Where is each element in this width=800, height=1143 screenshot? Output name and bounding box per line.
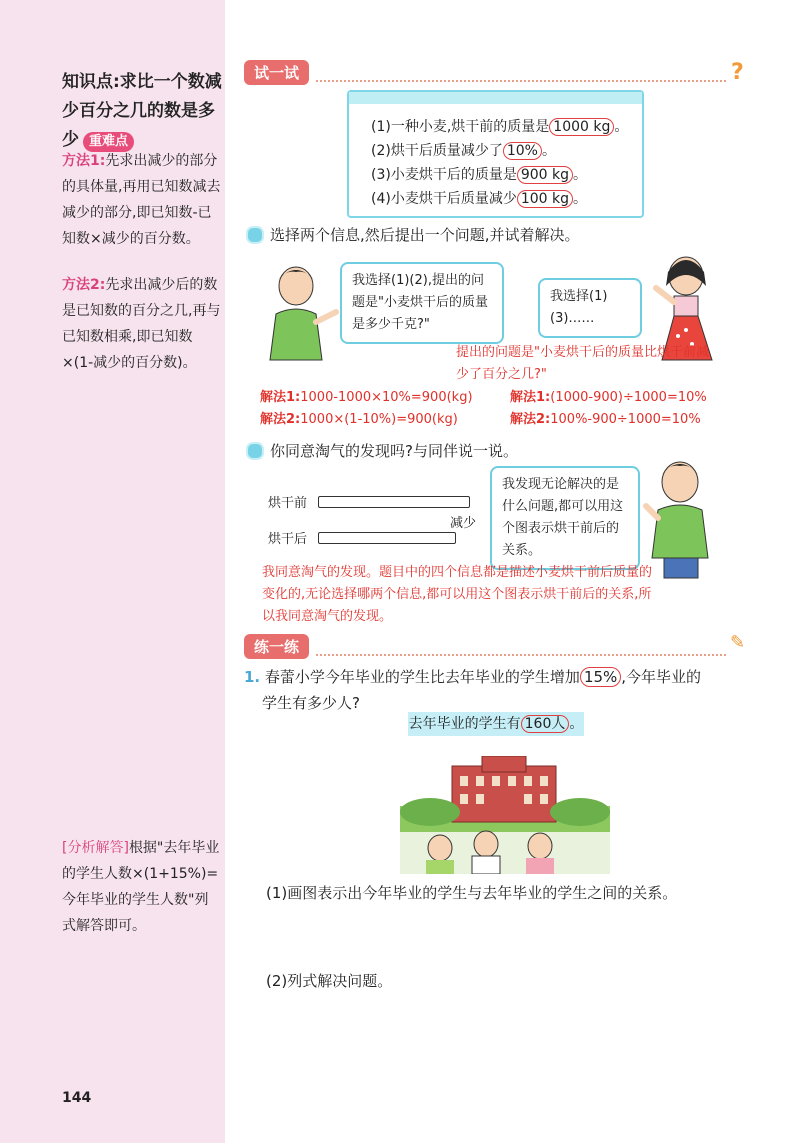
bar-before-label: 烘干前 <box>268 496 308 511</box>
bullet-icon <box>246 226 264 244</box>
solution-left-2 <box>260 408 458 427</box>
pencil-icon: ✎ <box>730 632 746 653</box>
bullet-icon <box>246 442 264 460</box>
practice-label: 练一练 <box>244 634 309 659</box>
solution-right-1-text: (1000-900)÷1000=10% <box>550 390 707 405</box>
info-4-text: (4)小麦烘干后质量减少 <box>371 191 517 207</box>
info-1-value: 1000 kg <box>549 118 614 136</box>
info-line-4 <box>371 188 587 208</box>
note-end: 。 <box>569 716 584 732</box>
method-1-text: 先求出减少的部分的具体量,再用已知数减去减少的部分,即已知数-已知数×减少的百分数。 <box>62 153 221 247</box>
note-text: 去年毕业的学生有 <box>408 716 521 732</box>
solution-right-1-label: 解法1: <box>510 390 551 405</box>
agree-answer: 我同意淘气的发现。题目中的四个信息都是描述小麦烘干前后质量的变化的,无论选择哪两个信息,都可以用这个图表示烘干前后的关系,所以我同意淘气的发现。 <box>262 565 653 624</box>
exercise-text-a: 春蕾小学今年毕业的学生比去年毕业的学生增加 <box>264 668 580 686</box>
exercise-number: 1. <box>244 668 261 686</box>
note-value: 160人 <box>521 715 570 733</box>
bar-reduce-label: 减少 <box>450 516 477 531</box>
knowledge-title-text: 知识点:求比一个数减少百分之几的数是多少 <box>62 72 222 150</box>
knowledge-title <box>62 68 222 155</box>
method-2-label: 方法2: <box>62 277 106 293</box>
info-1-text: (1)一种小麦,烘干前的质量是 <box>371 119 550 135</box>
girl-question: 提出的问题是"小麦烘干后的质量比烘干前减少了百分之几?" <box>456 345 709 382</box>
analysis-text: 根据"去年毕业的学生人数×(1+15%)=今年毕业的学生人数"列式解答即可。 <box>62 840 220 934</box>
info-box <box>347 90 644 218</box>
page-number: 144 <box>62 1090 92 1106</box>
info-2-value: 10% <box>503 142 542 160</box>
method-2 <box>62 272 222 376</box>
solution-right-2-text: 100%-900÷1000=10% <box>550 412 701 427</box>
school-illustration <box>400 756 610 874</box>
exercise-percent: 15% <box>580 667 621 687</box>
info-3-text: (3)小麦烘干后的质量是 <box>371 167 517 183</box>
method-1-label: 方法1: <box>62 153 106 169</box>
try-label: 试一试 <box>244 60 309 85</box>
solution-left-1 <box>260 386 473 405</box>
sub-question-2: (2)列式解决问题。 <box>266 972 393 990</box>
exercise-question-line2: 学生有多少人? <box>262 694 360 712</box>
info-4-value: 100 kg <box>517 190 573 208</box>
note-box <box>408 712 584 736</box>
exercise-question <box>244 664 701 690</box>
bar-after <box>318 532 456 544</box>
info-3-end: 。 <box>573 167 588 183</box>
solution-right-2 <box>510 408 701 427</box>
boy-figure <box>262 262 340 362</box>
exercise-text-b: ,今年毕业的 <box>621 668 702 686</box>
info-line-1 <box>371 116 628 136</box>
practice-divider <box>316 654 726 656</box>
key-point-badge: 重难点 <box>83 132 134 152</box>
boy-speech-bubble: 我选择(1)(2),提出的问题是"小麦烘干后的质量是多少千克?" <box>340 262 504 344</box>
bar-before <box>318 496 470 508</box>
girl-bubble-line-2: (3)…… <box>550 311 595 326</box>
bar-after-label: 烘干后 <box>268 532 308 547</box>
info-2-text: (2)烘干后质量减少了 <box>371 143 503 159</box>
method-1 <box>62 148 222 252</box>
info-1-end: 。 <box>614 119 629 135</box>
analysis-label: [分析解答] <box>62 840 129 856</box>
analysis <box>62 835 222 939</box>
method-2-text: 先求出减少后的数是已知数的百分之几,再与已知数相乘,即已知数×(1-减少的百分数)。 <box>62 277 221 371</box>
solution-right-1 <box>510 386 707 405</box>
solution-left-2-label: 解法2: <box>260 412 301 427</box>
solution-left-2-text: 1000×(1-10%)=900(kg) <box>300 412 458 427</box>
info-4-end: 。 <box>573 191 588 207</box>
question-2: 你同意淘气的发现吗?与同伴说一说。 <box>270 442 518 460</box>
instruction: 选择两个信息,然后提出一个问题,并试着解决。 <box>270 226 580 244</box>
solution-left-1-label: 解法1: <box>260 390 301 405</box>
info-2-end: 。 <box>541 143 556 159</box>
info-line-3 <box>371 164 587 184</box>
solution-right-2-label: 解法2: <box>510 412 551 427</box>
solution-left-1-text: 1000-1000×10%=900(kg) <box>300 390 473 405</box>
sub-question-1: (1)画图表示出今年毕业的学生与去年毕业的学生之间的关系。 <box>266 884 678 902</box>
girl-speech-bubble <box>538 278 642 338</box>
question-mark-icon: ? <box>731 60 744 85</box>
try-divider <box>316 80 726 82</box>
info-line-2 <box>371 140 556 160</box>
info-3-value: 900 kg <box>517 166 573 184</box>
boy2-speech-bubble: 我发现无论解决的是什么问题,都可以用这个图表示烘干前后的关系。 <box>490 466 640 570</box>
info-box-header <box>349 92 642 104</box>
girl-bubble-line-1: 我选择(1) <box>550 289 608 304</box>
